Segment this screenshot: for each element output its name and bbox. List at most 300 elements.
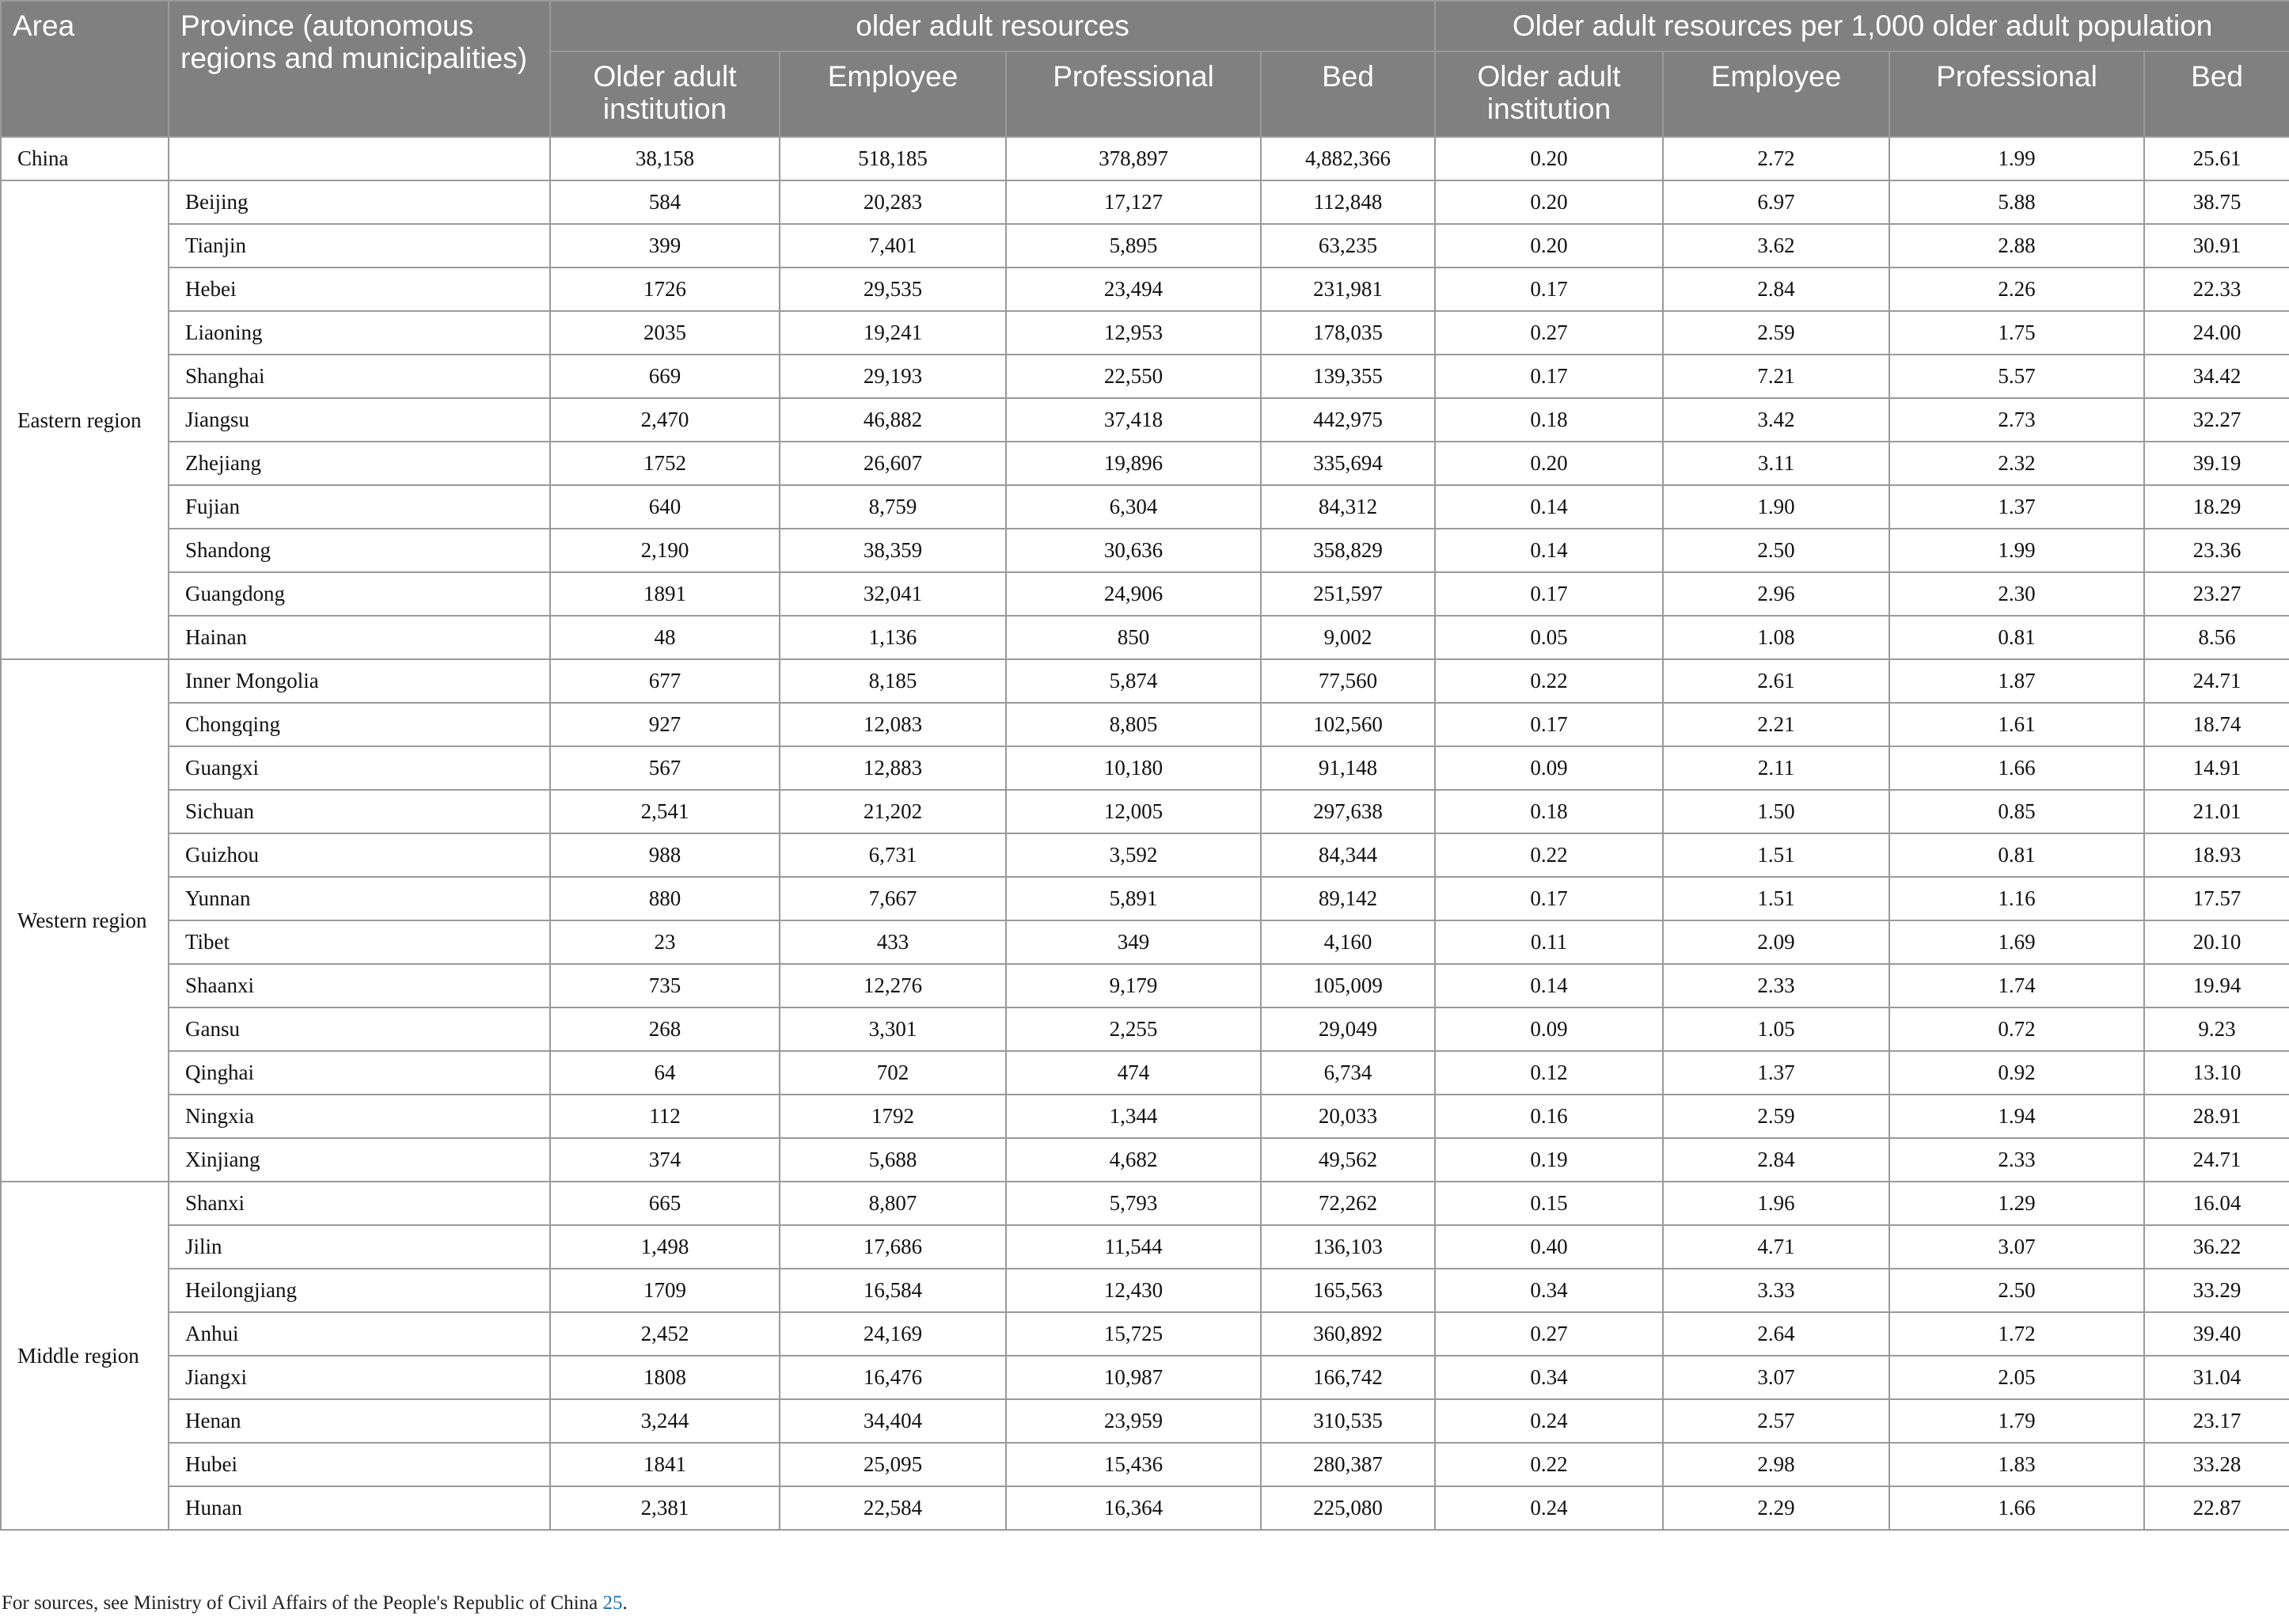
value-cell: 3.42	[1663, 398, 1889, 442]
province-cell: Shaanxi	[169, 964, 550, 1007]
value-cell: 358,829	[1261, 529, 1435, 572]
value-cell: 1.37	[1889, 485, 2144, 529]
value-cell: 14.91	[2144, 746, 2289, 790]
value-cell: 1.79	[1889, 1399, 2144, 1443]
value-cell: 18.93	[2144, 833, 2289, 877]
value-cell: 251,597	[1261, 572, 1435, 616]
value-cell: 2.64	[1663, 1312, 1889, 1356]
value-cell: 0.81	[1889, 833, 2144, 877]
table-row	[1, 485, 2289, 529]
value-cell: 24,169	[780, 1312, 1006, 1356]
table-row	[1, 1443, 2289, 1486]
value-cell: 23.17	[2144, 1399, 2289, 1443]
value-cell: 2.26	[1889, 268, 2144, 311]
value-cell: 22,584	[780, 1486, 1006, 1530]
value-cell: 102,560	[1261, 703, 1435, 746]
value-cell: 18.74	[2144, 703, 2289, 746]
value-cell: 38,359	[780, 529, 1006, 572]
value-cell: 2.05	[1889, 1356, 2144, 1399]
value-cell: 17.57	[2144, 877, 2289, 920]
value-cell: 880	[550, 877, 780, 920]
province-cell: Qinghai	[169, 1051, 550, 1095]
province-cell: Hubei	[169, 1443, 550, 1486]
value-cell: 2.59	[1663, 1095, 1889, 1138]
value-cell: 7,667	[780, 877, 1006, 920]
value-cell: 5.88	[1889, 180, 2144, 224]
table-row	[1, 268, 2289, 311]
value-cell: 225,080	[1261, 1486, 1435, 1530]
value-cell: 1808	[550, 1356, 780, 1399]
value-cell: 8,805	[1006, 703, 1261, 746]
value-cell: 139,355	[1261, 355, 1435, 398]
value-cell: 31.04	[2144, 1356, 2289, 1399]
value-cell: 0.34	[1435, 1269, 1663, 1312]
value-cell: 0.22	[1435, 833, 1663, 877]
value-cell: 2.29	[1663, 1486, 1889, 1530]
province-cell: Heilongjiang	[169, 1269, 550, 1312]
value-cell: 3.07	[1663, 1356, 1889, 1399]
value-cell: 2,190	[550, 529, 780, 572]
value-cell: 2.09	[1663, 920, 1889, 964]
value-cell: 1709	[550, 1269, 780, 1312]
value-cell: 0.81	[1889, 616, 2144, 659]
area-cell: China	[1, 137, 169, 180]
value-cell: 19,896	[1006, 442, 1261, 485]
value-cell: 23.36	[2144, 529, 2289, 572]
province-cell: Jiangxi	[169, 1356, 550, 1399]
value-cell: 24.00	[2144, 311, 2289, 355]
value-cell: 1.16	[1889, 877, 2144, 920]
value-cell: 33.29	[2144, 1269, 2289, 1312]
table-row	[1, 1007, 2289, 1051]
value-cell: 0.27	[1435, 311, 1663, 355]
header-employee: Employee	[780, 51, 1006, 137]
table-row	[1, 224, 2289, 268]
value-cell: 0.18	[1435, 790, 1663, 833]
value-cell: 1.75	[1889, 311, 2144, 355]
value-cell: 1.83	[1889, 1443, 2144, 1486]
value-cell: 1.51	[1663, 877, 1889, 920]
value-cell: 0.09	[1435, 746, 1663, 790]
value-cell: 0.20	[1435, 224, 1663, 268]
table-row	[1, 529, 2289, 572]
value-cell: 0.22	[1435, 1443, 1663, 1486]
value-cell: 9.23	[2144, 1007, 2289, 1051]
province-cell: Fujian	[169, 485, 550, 529]
value-cell: 2,541	[550, 790, 780, 833]
value-cell: 20,283	[780, 180, 1006, 224]
value-cell: 89,142	[1261, 877, 1435, 920]
value-cell: 5,793	[1006, 1182, 1261, 1225]
value-cell: 2.33	[1889, 1138, 2144, 1182]
value-cell: 16,476	[780, 1356, 1006, 1399]
value-cell: 0.17	[1435, 572, 1663, 616]
value-cell: 3,301	[780, 1007, 1006, 1051]
value-cell: 178,035	[1261, 311, 1435, 355]
value-cell: 48	[550, 616, 780, 659]
table-row	[1, 746, 2289, 790]
value-cell: 22,550	[1006, 355, 1261, 398]
value-cell: 378,897	[1006, 137, 1261, 180]
province-cell: Xinjiang	[169, 1138, 550, 1182]
value-cell: 28.91	[2144, 1095, 2289, 1138]
value-cell: 3,244	[550, 1399, 780, 1443]
province-cell: Shanghai	[169, 355, 550, 398]
value-cell: 1841	[550, 1443, 780, 1486]
table-row	[1, 180, 2289, 224]
province-cell: Jiangsu	[169, 398, 550, 442]
value-cell: 17,686	[780, 1225, 1006, 1269]
value-cell: 29,535	[780, 268, 1006, 311]
table-row	[1, 1225, 2289, 1269]
value-cell: 16,584	[780, 1269, 1006, 1312]
table-row	[1, 833, 2289, 877]
value-cell: 7.21	[1663, 355, 1889, 398]
value-cell: 7,401	[780, 224, 1006, 268]
value-cell: 1.66	[1889, 746, 2144, 790]
value-cell: 1.87	[1889, 659, 2144, 703]
value-cell: 38.75	[2144, 180, 2289, 224]
value-cell: 2.33	[1663, 964, 1889, 1007]
value-cell: 36.22	[2144, 1225, 2289, 1269]
value-cell: 0.11	[1435, 920, 1663, 964]
value-cell: 2.88	[1889, 224, 2144, 268]
table-row	[1, 877, 2289, 920]
value-cell: 1.05	[1663, 1007, 1889, 1051]
value-cell: 23,959	[1006, 1399, 1261, 1443]
value-cell: 3.62	[1663, 224, 1889, 268]
value-cell: 34.42	[2144, 355, 2289, 398]
value-cell: 2.84	[1663, 268, 1889, 311]
value-cell: 360,892	[1261, 1312, 1435, 1356]
province-cell: Zhejiang	[169, 442, 550, 485]
province-cell: Hunan	[169, 1486, 550, 1530]
value-cell: 24,906	[1006, 572, 1261, 616]
region-cell: Middle region	[1, 1182, 169, 1530]
value-cell: 22.87	[2144, 1486, 2289, 1530]
value-cell: 0.05	[1435, 616, 1663, 659]
value-cell: 399	[550, 224, 780, 268]
value-cell: 0.27	[1435, 1312, 1663, 1356]
value-cell: 16,364	[1006, 1486, 1261, 1530]
value-cell: 231,981	[1261, 268, 1435, 311]
value-cell: 1.61	[1889, 703, 2144, 746]
table-row	[1, 964, 2289, 1007]
value-cell: 2.50	[1889, 1269, 2144, 1312]
province-cell: Guangdong	[169, 572, 550, 616]
footnote-period: .	[622, 1592, 628, 1614]
value-cell: 6,731	[780, 833, 1006, 877]
value-cell: 2.57	[1663, 1399, 1889, 1443]
value-cell: 1.50	[1663, 790, 1889, 833]
province-cell: Inner Mongolia	[169, 659, 550, 703]
value-cell: 584	[550, 180, 780, 224]
value-cell: 1891	[550, 572, 780, 616]
value-cell: 1.99	[1889, 137, 2144, 180]
value-cell: 374	[550, 1138, 780, 1182]
value-cell: 567	[550, 746, 780, 790]
province-cell: Hebei	[169, 268, 550, 311]
value-cell: 24.71	[2144, 1138, 2289, 1182]
table-row	[1, 616, 2289, 659]
table-row	[1, 1095, 2289, 1138]
value-cell: 12,883	[780, 746, 1006, 790]
region-cell: Eastern region	[1, 180, 169, 659]
province-cell	[169, 137, 550, 180]
value-cell: 11,544	[1006, 1225, 1261, 1269]
province-cell: Anhui	[169, 1312, 550, 1356]
table-row	[1, 1269, 2289, 1312]
value-cell: 12,083	[780, 703, 1006, 746]
value-cell: 268	[550, 1007, 780, 1051]
value-cell: 4.71	[1663, 1225, 1889, 1269]
value-cell: 2.32	[1889, 442, 2144, 485]
footnote-text: For sources, see Ministry of Civil Affairs of the People's Republic of China	[2, 1592, 598, 1614]
value-cell: 1,136	[780, 616, 1006, 659]
value-cell: 0.12	[1435, 1051, 1663, 1095]
value-cell: 735	[550, 964, 780, 1007]
value-cell: 16.04	[2144, 1182, 2289, 1225]
value-cell: 0.24	[1435, 1399, 1663, 1443]
table-row	[1, 920, 2289, 964]
value-cell: 2.61	[1663, 659, 1889, 703]
value-cell: 38,158	[550, 137, 780, 180]
header-institution-per-1000: Older adult institution	[1435, 51, 1663, 137]
value-cell: 8,759	[780, 485, 1006, 529]
value-cell: 927	[550, 703, 780, 746]
value-cell: 2,470	[550, 398, 780, 442]
value-cell: 0.20	[1435, 137, 1663, 180]
header-area: Area	[1, 1, 169, 137]
table-row	[1, 1486, 2289, 1530]
value-cell: 0.20	[1435, 442, 1663, 485]
province-cell: Gansu	[169, 1007, 550, 1051]
value-cell: 3.11	[1663, 442, 1889, 485]
value-cell: 518,185	[780, 137, 1006, 180]
value-cell: 0.20	[1435, 180, 1663, 224]
header-province: Province (autonomous regions and municipalities)	[169, 1, 550, 137]
value-cell: 5,688	[780, 1138, 1006, 1182]
value-cell: 15,725	[1006, 1312, 1261, 1356]
value-cell: 1.94	[1889, 1095, 2144, 1138]
value-cell: 433	[780, 920, 1006, 964]
value-cell: 2,452	[550, 1312, 780, 1356]
value-cell: 72,262	[1261, 1182, 1435, 1225]
value-cell: 669	[550, 355, 780, 398]
province-cell: Ningxia	[169, 1095, 550, 1138]
table-row	[1, 1356, 2289, 1399]
value-cell: 1,344	[1006, 1095, 1261, 1138]
table-row	[1, 355, 2289, 398]
province-cell: Chongqing	[169, 703, 550, 746]
value-cell: 21.01	[2144, 790, 2289, 833]
value-cell: 25.61	[2144, 137, 2289, 180]
table-row	[1, 1399, 2289, 1443]
header-group-per-1000: Older adult resources per 1,000 older adult population	[1435, 1, 2289, 51]
table-body	[1, 137, 2289, 1530]
value-cell: 2.21	[1663, 703, 1889, 746]
value-cell: 2.84	[1663, 1138, 1889, 1182]
header-professional: Professional	[1006, 51, 1261, 137]
value-cell: 13.10	[2144, 1051, 2289, 1095]
value-cell: 12,953	[1006, 311, 1261, 355]
value-cell: 0.14	[1435, 485, 1663, 529]
value-cell: 1.29	[1889, 1182, 2144, 1225]
value-cell: 84,312	[1261, 485, 1435, 529]
table-row-china	[1, 137, 2289, 180]
table-row	[1, 398, 2289, 442]
value-cell: 988	[550, 833, 780, 877]
value-cell: 30,636	[1006, 529, 1261, 572]
value-cell: 5.57	[1889, 355, 2144, 398]
value-cell: 39.19	[2144, 442, 2289, 485]
table-row	[1, 790, 2289, 833]
table-row	[1, 703, 2289, 746]
table-row	[1, 1312, 2289, 1356]
province-cell: Jilin	[169, 1225, 550, 1269]
value-cell: 30.91	[2144, 224, 2289, 268]
footnote	[2, 1592, 628, 1615]
value-cell: 15,436	[1006, 1443, 1261, 1486]
value-cell: 2.50	[1663, 529, 1889, 572]
table-row	[1, 1182, 2289, 1225]
value-cell: 23,494	[1006, 268, 1261, 311]
value-cell: 1.66	[1889, 1486, 2144, 1530]
value-cell: 9,179	[1006, 964, 1261, 1007]
value-cell: 1.74	[1889, 964, 2144, 1007]
value-cell: 2,381	[550, 1486, 780, 1530]
value-cell: 474	[1006, 1051, 1261, 1095]
value-cell: 0.15	[1435, 1182, 1663, 1225]
table-row	[1, 572, 2289, 616]
value-cell: 0.17	[1435, 355, 1663, 398]
value-cell: 166,742	[1261, 1356, 1435, 1399]
value-cell: 0.17	[1435, 268, 1663, 311]
province-cell: Tibet	[169, 920, 550, 964]
value-cell: 335,694	[1261, 442, 1435, 485]
value-cell: 0.16	[1435, 1095, 1663, 1138]
header-bed-per-1000: Bed	[2144, 51, 2289, 137]
value-cell: 702	[780, 1051, 1006, 1095]
table-row	[1, 1051, 2289, 1095]
table-row	[1, 442, 2289, 485]
value-cell: 91,148	[1261, 746, 1435, 790]
table-row	[1, 311, 2289, 355]
value-cell: 21,202	[780, 790, 1006, 833]
province-cell: Tianjin	[169, 224, 550, 268]
header-professional-per-1000: Professional	[1889, 51, 2144, 137]
value-cell: 19.94	[2144, 964, 2289, 1007]
value-cell: 1.51	[1663, 833, 1889, 877]
value-cell: 2.11	[1663, 746, 1889, 790]
footnote-reference-link[interactable]: 25	[602, 1592, 623, 1614]
value-cell: 64	[550, 1051, 780, 1095]
value-cell: 1.96	[1663, 1182, 1889, 1225]
value-cell: 4,160	[1261, 920, 1435, 964]
value-cell: 12,430	[1006, 1269, 1261, 1312]
header-bed: Bed	[1261, 51, 1435, 137]
value-cell: 63,235	[1261, 224, 1435, 268]
value-cell: 8.56	[2144, 616, 2289, 659]
value-cell: 1792	[780, 1095, 1006, 1138]
value-cell: 5,891	[1006, 877, 1261, 920]
value-cell: 0.09	[1435, 1007, 1663, 1051]
value-cell: 23.27	[2144, 572, 2289, 616]
value-cell: 6.97	[1663, 180, 1889, 224]
value-cell: 1.99	[1889, 529, 2144, 572]
value-cell: 12,005	[1006, 790, 1261, 833]
value-cell: 0.17	[1435, 877, 1663, 920]
value-cell: 0.22	[1435, 659, 1663, 703]
header-group-resources: older adult resources	[550, 1, 1435, 51]
value-cell: 3.33	[1663, 1269, 1889, 1312]
value-cell: 3,592	[1006, 833, 1261, 877]
value-cell: 20.10	[2144, 920, 2289, 964]
value-cell: 17,127	[1006, 180, 1261, 224]
value-cell: 10,987	[1006, 1356, 1261, 1399]
value-cell: 37,418	[1006, 398, 1261, 442]
value-cell: 6,734	[1261, 1051, 1435, 1095]
value-cell: 640	[550, 485, 780, 529]
value-cell: 136,103	[1261, 1225, 1435, 1269]
province-cell: Shandong	[169, 529, 550, 572]
value-cell: 105,009	[1261, 964, 1435, 1007]
value-cell: 0.14	[1435, 529, 1663, 572]
value-cell: 25,095	[780, 1443, 1006, 1486]
value-cell: 9,002	[1261, 616, 1435, 659]
value-cell: 33.28	[2144, 1443, 2289, 1486]
value-cell: 29,049	[1261, 1007, 1435, 1051]
value-cell: 0.72	[1889, 1007, 2144, 1051]
value-cell: 23	[550, 920, 780, 964]
value-cell: 112	[550, 1095, 780, 1138]
value-cell: 0.34	[1435, 1356, 1663, 1399]
value-cell: 12,276	[780, 964, 1006, 1007]
value-cell: 32.27	[2144, 398, 2289, 442]
value-cell: 1.90	[1663, 485, 1889, 529]
value-cell: 1.08	[1663, 616, 1889, 659]
region-cell: Western region	[1, 659, 169, 1182]
value-cell: 32,041	[780, 572, 1006, 616]
value-cell: 77,560	[1261, 659, 1435, 703]
value-cell: 2.30	[1889, 572, 2144, 616]
value-cell: 1,498	[550, 1225, 780, 1269]
value-cell: 1.69	[1889, 920, 2144, 964]
value-cell: 8,807	[780, 1182, 1006, 1225]
value-cell: 280,387	[1261, 1443, 1435, 1486]
value-cell: 0.18	[1435, 398, 1663, 442]
value-cell: 18.29	[2144, 485, 2289, 529]
value-cell: 665	[550, 1182, 780, 1225]
value-cell: 6,304	[1006, 485, 1261, 529]
value-cell: 24.71	[2144, 659, 2289, 703]
value-cell: 442,975	[1261, 398, 1435, 442]
value-cell: 5,874	[1006, 659, 1261, 703]
value-cell: 2.72	[1663, 137, 1889, 180]
value-cell: 2035	[550, 311, 780, 355]
value-cell: 0.17	[1435, 703, 1663, 746]
value-cell: 2.59	[1663, 311, 1889, 355]
province-cell: Henan	[169, 1399, 550, 1443]
province-cell: Shanxi	[169, 1182, 550, 1225]
province-cell: Beijing	[169, 180, 550, 224]
value-cell: 112,848	[1261, 180, 1435, 224]
table-row	[1, 1138, 2289, 1182]
value-cell: 1726	[550, 268, 780, 311]
value-cell: 2,255	[1006, 1007, 1261, 1051]
table-row	[1, 659, 2289, 703]
value-cell: 8,185	[780, 659, 1006, 703]
